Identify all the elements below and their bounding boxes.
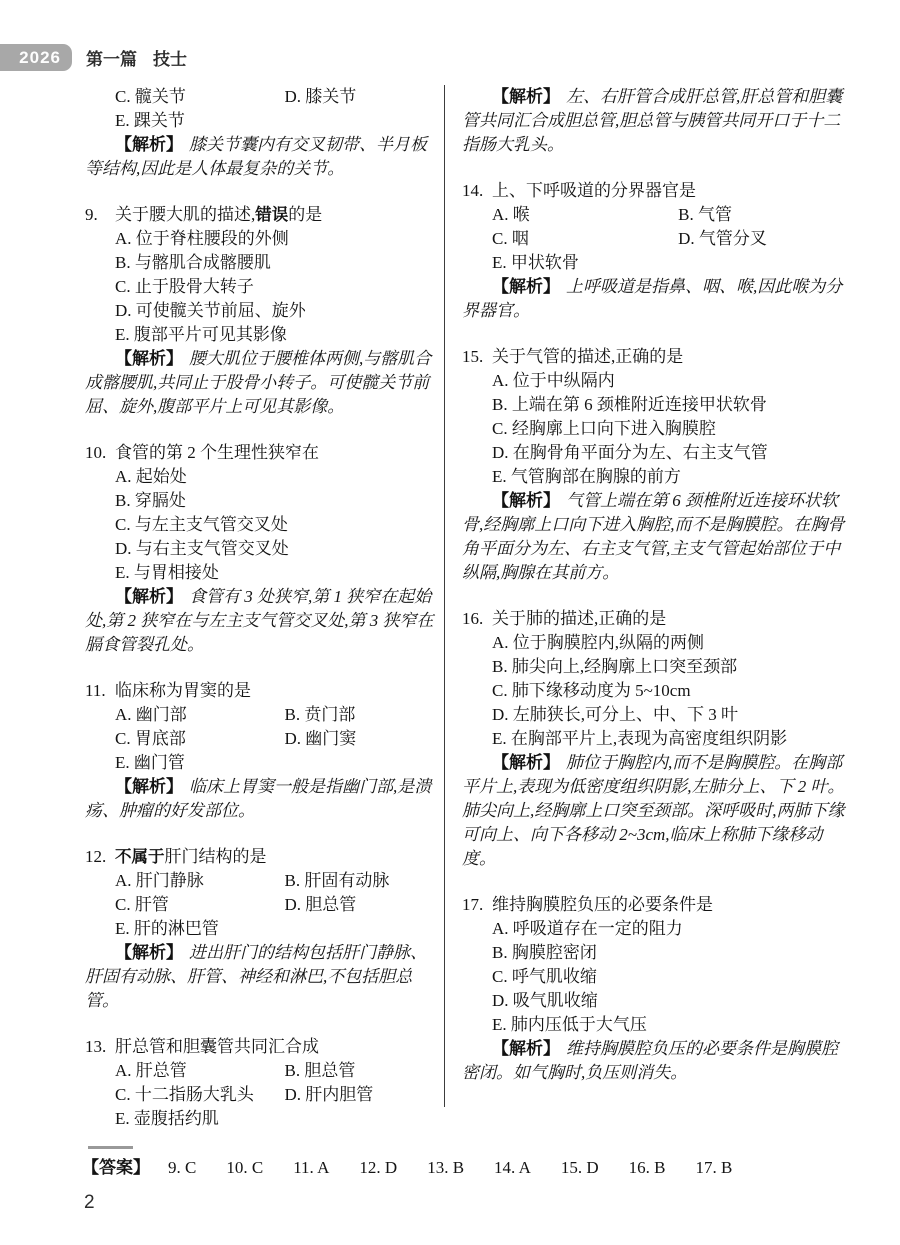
analysis-text: 肺位于胸腔内,而不是胸膜腔。在胸部平片上,表现为低密度组织阴影,左肺分上、下 2 叶。肺尖向上,经胸廓上口突至颈部。深呼吸时,两肺下缘可向上、向下各移动 2~3cm,临床上称肺下缘移动度。 (462, 753, 845, 868)
question-number: 15. (462, 347, 484, 366)
analysis-label: 【解析】 (115, 135, 183, 154)
analysis-label: 【解析】 (492, 277, 560, 296)
left-column (85, 85, 441, 1131)
analysis-label: 【解析】 (492, 87, 560, 106)
option: A. 幽门部 (115, 705, 187, 724)
option: B. 与髂肌合成髂腰肌 (115, 253, 271, 272)
analysis (85, 347, 441, 419)
option: E. 腹部平片可见其影像 (115, 325, 287, 344)
option: D. 在胸骨角平面分为左、右主支气管 (492, 443, 768, 462)
question-9 (85, 203, 441, 419)
option: C. 呼气肌收缩 (492, 967, 597, 986)
answer-key-label: 【答案】 (82, 1158, 150, 1177)
analysis-label: 【解析】 (115, 777, 183, 796)
analysis-label: 【解析】 (115, 587, 183, 606)
question-8-continuation (85, 85, 441, 181)
option: D. 与右主支气管交叉处 (115, 539, 289, 558)
analysis-text: 维持胸膜腔负压的必要条件是胸膜腔密闭。如气胸时,负压则消失。 (462, 1039, 838, 1082)
analysis-label: 【解析】 (115, 349, 183, 368)
question-stem: 10. 食管的第 2 个生理性狭窄在 (85, 441, 441, 465)
question-16 (462, 607, 850, 871)
option: A. 呼吸道存在一定的阻力 (492, 919, 683, 938)
analysis (462, 751, 850, 871)
answer-item: 10. C (226, 1158, 264, 1177)
option: C. 咽 (492, 229, 529, 248)
year-badge: 2026 (0, 44, 72, 71)
question-17 (462, 893, 850, 1085)
option: E. 甲状软骨 (492, 253, 579, 272)
question-number: 16. (462, 609, 484, 628)
question-15 (462, 345, 850, 585)
option: A. 位于胸膜腔内,纵隔的两侧 (492, 633, 705, 652)
option: E. 肺内压低于大气压 (492, 1015, 647, 1034)
question-11 (85, 679, 441, 823)
analysis-text: 左、右肝管合成肝总管,肝总管和胆囊管共同汇合成胆总管,胆总管与胰管共同开口于十二指肠大乳头。 (462, 87, 843, 154)
option: D. 气管分叉 (678, 229, 767, 248)
option: A. 肝门静脉 (115, 871, 204, 890)
question-number: 9. (85, 205, 98, 224)
answer-item: 13. B (427, 1158, 465, 1177)
question-number: 11. (85, 681, 106, 700)
option: E. 踝关节 (115, 111, 185, 130)
analysis (85, 585, 441, 657)
option: B. 胆总管 (284, 1061, 356, 1080)
option: E. 肝的淋巴管 (115, 919, 219, 938)
option: B. 上端在第 6 颈椎附近连接甲状软骨 (492, 395, 767, 414)
option: E. 在胸部平片上,表现为高密度组织阴影 (492, 729, 788, 748)
page-content (85, 85, 850, 1131)
answer-item: 12. D (359, 1158, 398, 1177)
question-stem: 15. 关于气管的描述,正确的是 (462, 345, 850, 369)
question-number: 13. (85, 1037, 107, 1056)
option: D. 可使髋关节前屈、旋外 (115, 301, 306, 320)
analysis (462, 1037, 850, 1085)
question-number: 17. (462, 895, 484, 914)
option: B. 肺尖向上,经胸廓上口突至颈部 (492, 657, 738, 676)
answer-item: 11. A (293, 1158, 330, 1177)
option: D. 肝内胆管 (284, 1085, 374, 1104)
analysis-text: 进出肝门的结构包括肝门静脉、肝固有动脉、肝管、神经和淋巴,不包括胆总管。 (85, 943, 427, 1010)
page-number: 2 (84, 1192, 95, 1213)
option: D. 左肺狭长,可分上、中、下 3 叶 (492, 705, 739, 724)
answer-item: 15. D (560, 1158, 599, 1177)
answer-item: 16. B (628, 1158, 666, 1177)
option: E. 壶腹括约肌 (115, 1109, 219, 1128)
option: D. 幽门窦 (284, 729, 357, 748)
option: C. 胃底部 (115, 729, 186, 748)
subject-label: 技士 (153, 50, 187, 69)
option: B. 贲门部 (284, 705, 356, 724)
question-number: 10. (85, 443, 107, 462)
question-stem: 11. 临床称为胃窦的是 (85, 679, 441, 703)
question-stem: 16. 关于肺的描述,正确的是 (462, 607, 850, 631)
question-stem: 12. 不属于肝门结构的是 (85, 845, 441, 869)
analysis-text: 膝关节囊内有交叉韧带、半月板等结构,因此是人体最复杂的关节。 (85, 135, 427, 178)
option: B. 肝固有动脉 (284, 871, 390, 890)
analysis-label: 【解析】 (492, 491, 560, 510)
option: C. 肝管 (115, 895, 169, 914)
analysis (462, 489, 850, 585)
answer-key (82, 1153, 862, 1178)
question-14 (462, 179, 850, 323)
analysis (85, 775, 441, 823)
option: A. 位于中纵隔内 (492, 371, 615, 390)
analysis-text: 食管有 3 处狭窄,第 1 狭窄在起始处,第 2 狭窄在与左主支气管交叉处,第 3 狭窄在膈食管裂孔处。 (85, 587, 434, 654)
question-stem: 14. 上、下呼吸道的分界器官是 (462, 179, 850, 203)
option: D. 胆总管 (284, 895, 357, 914)
option: B. 气管 (678, 205, 732, 224)
analysis-label: 【解析】 (115, 943, 183, 962)
option: B. 胸膜腔密闭 (492, 943, 597, 962)
option: D. 膝关节 (284, 87, 357, 106)
option: A. 起始处 (115, 467, 187, 486)
option: C. 止于股骨大转子 (115, 277, 254, 296)
option: E. 气管胸部在胸腺的前方 (492, 467, 681, 486)
analysis-text: 气管上端在第 6 颈椎附近连接环状软骨,经胸廓上口向下进入胸腔,而不是胸膜腔。在胸骨角平面分为左、右主支气管,主支气管起始部位于中纵隔,胸腺在其前方。 (462, 491, 845, 582)
option: D. 吸气肌收缩 (492, 991, 598, 1010)
question-12 (85, 845, 441, 1013)
question-stem: 13. 肝总管和胆囊管共同汇合成 (85, 1035, 441, 1059)
answer-item: 17. B (695, 1158, 733, 1177)
running-head (86, 45, 187, 70)
option: C. 与左主支气管交叉处 (115, 515, 288, 534)
question-stem: 17. 维持胸膜腔负压的必要条件是 (462, 893, 850, 917)
option: C. 经胸廓上口向下进入胸膜腔 (492, 419, 716, 438)
analysis (462, 85, 850, 157)
option: A. 喉 (492, 205, 530, 224)
question-number: 14. (462, 181, 484, 200)
part-label: 第一篇 (86, 50, 137, 69)
page-header (0, 44, 187, 71)
option: A. 肝总管 (115, 1061, 187, 1080)
question-13 (85, 1035, 441, 1131)
right-column (462, 85, 850, 1131)
option: C. 肺下缘移动度为 5~10cm (492, 681, 691, 700)
option: A. 位于脊柱腰段的外侧 (115, 229, 289, 248)
option: E. 与胃相接处 (115, 563, 219, 582)
question-10 (85, 441, 441, 657)
question-stem: 9. 关于腰大肌的描述,错误的是 (85, 203, 441, 227)
analysis (85, 133, 441, 181)
analysis-text: 上呼吸道是指鼻、咽、喉,因此喉为分界器官。 (462, 277, 843, 320)
analysis-label: 【解析】 (492, 753, 560, 772)
option: C. 十二指肠大乳头 (115, 1085, 254, 1104)
question-number: 12. (85, 847, 107, 866)
option: B. 穿膈处 (115, 491, 186, 510)
option: C. 髋关节 (115, 87, 186, 106)
answer-item: 9. C (168, 1158, 197, 1177)
answer-item: 14. A (494, 1158, 531, 1177)
analysis-text: 临床上胃窦一般是指幽门部,是溃疡、肿瘤的好发部位。 (85, 777, 432, 820)
answer-key-rule (88, 1146, 133, 1149)
analysis-text: 腰大肌位于腰椎体两侧,与髂肌合成髂腰肌,共同止于股骨小转子。可使髋关节前屈、旋外,腹部平片上可见其影像。 (85, 349, 432, 416)
question-13-analysis-continuation (462, 85, 850, 157)
option: E. 幽门管 (115, 753, 185, 772)
analysis (85, 941, 441, 1013)
analysis (462, 275, 850, 323)
analysis-label: 【解析】 (492, 1039, 560, 1058)
